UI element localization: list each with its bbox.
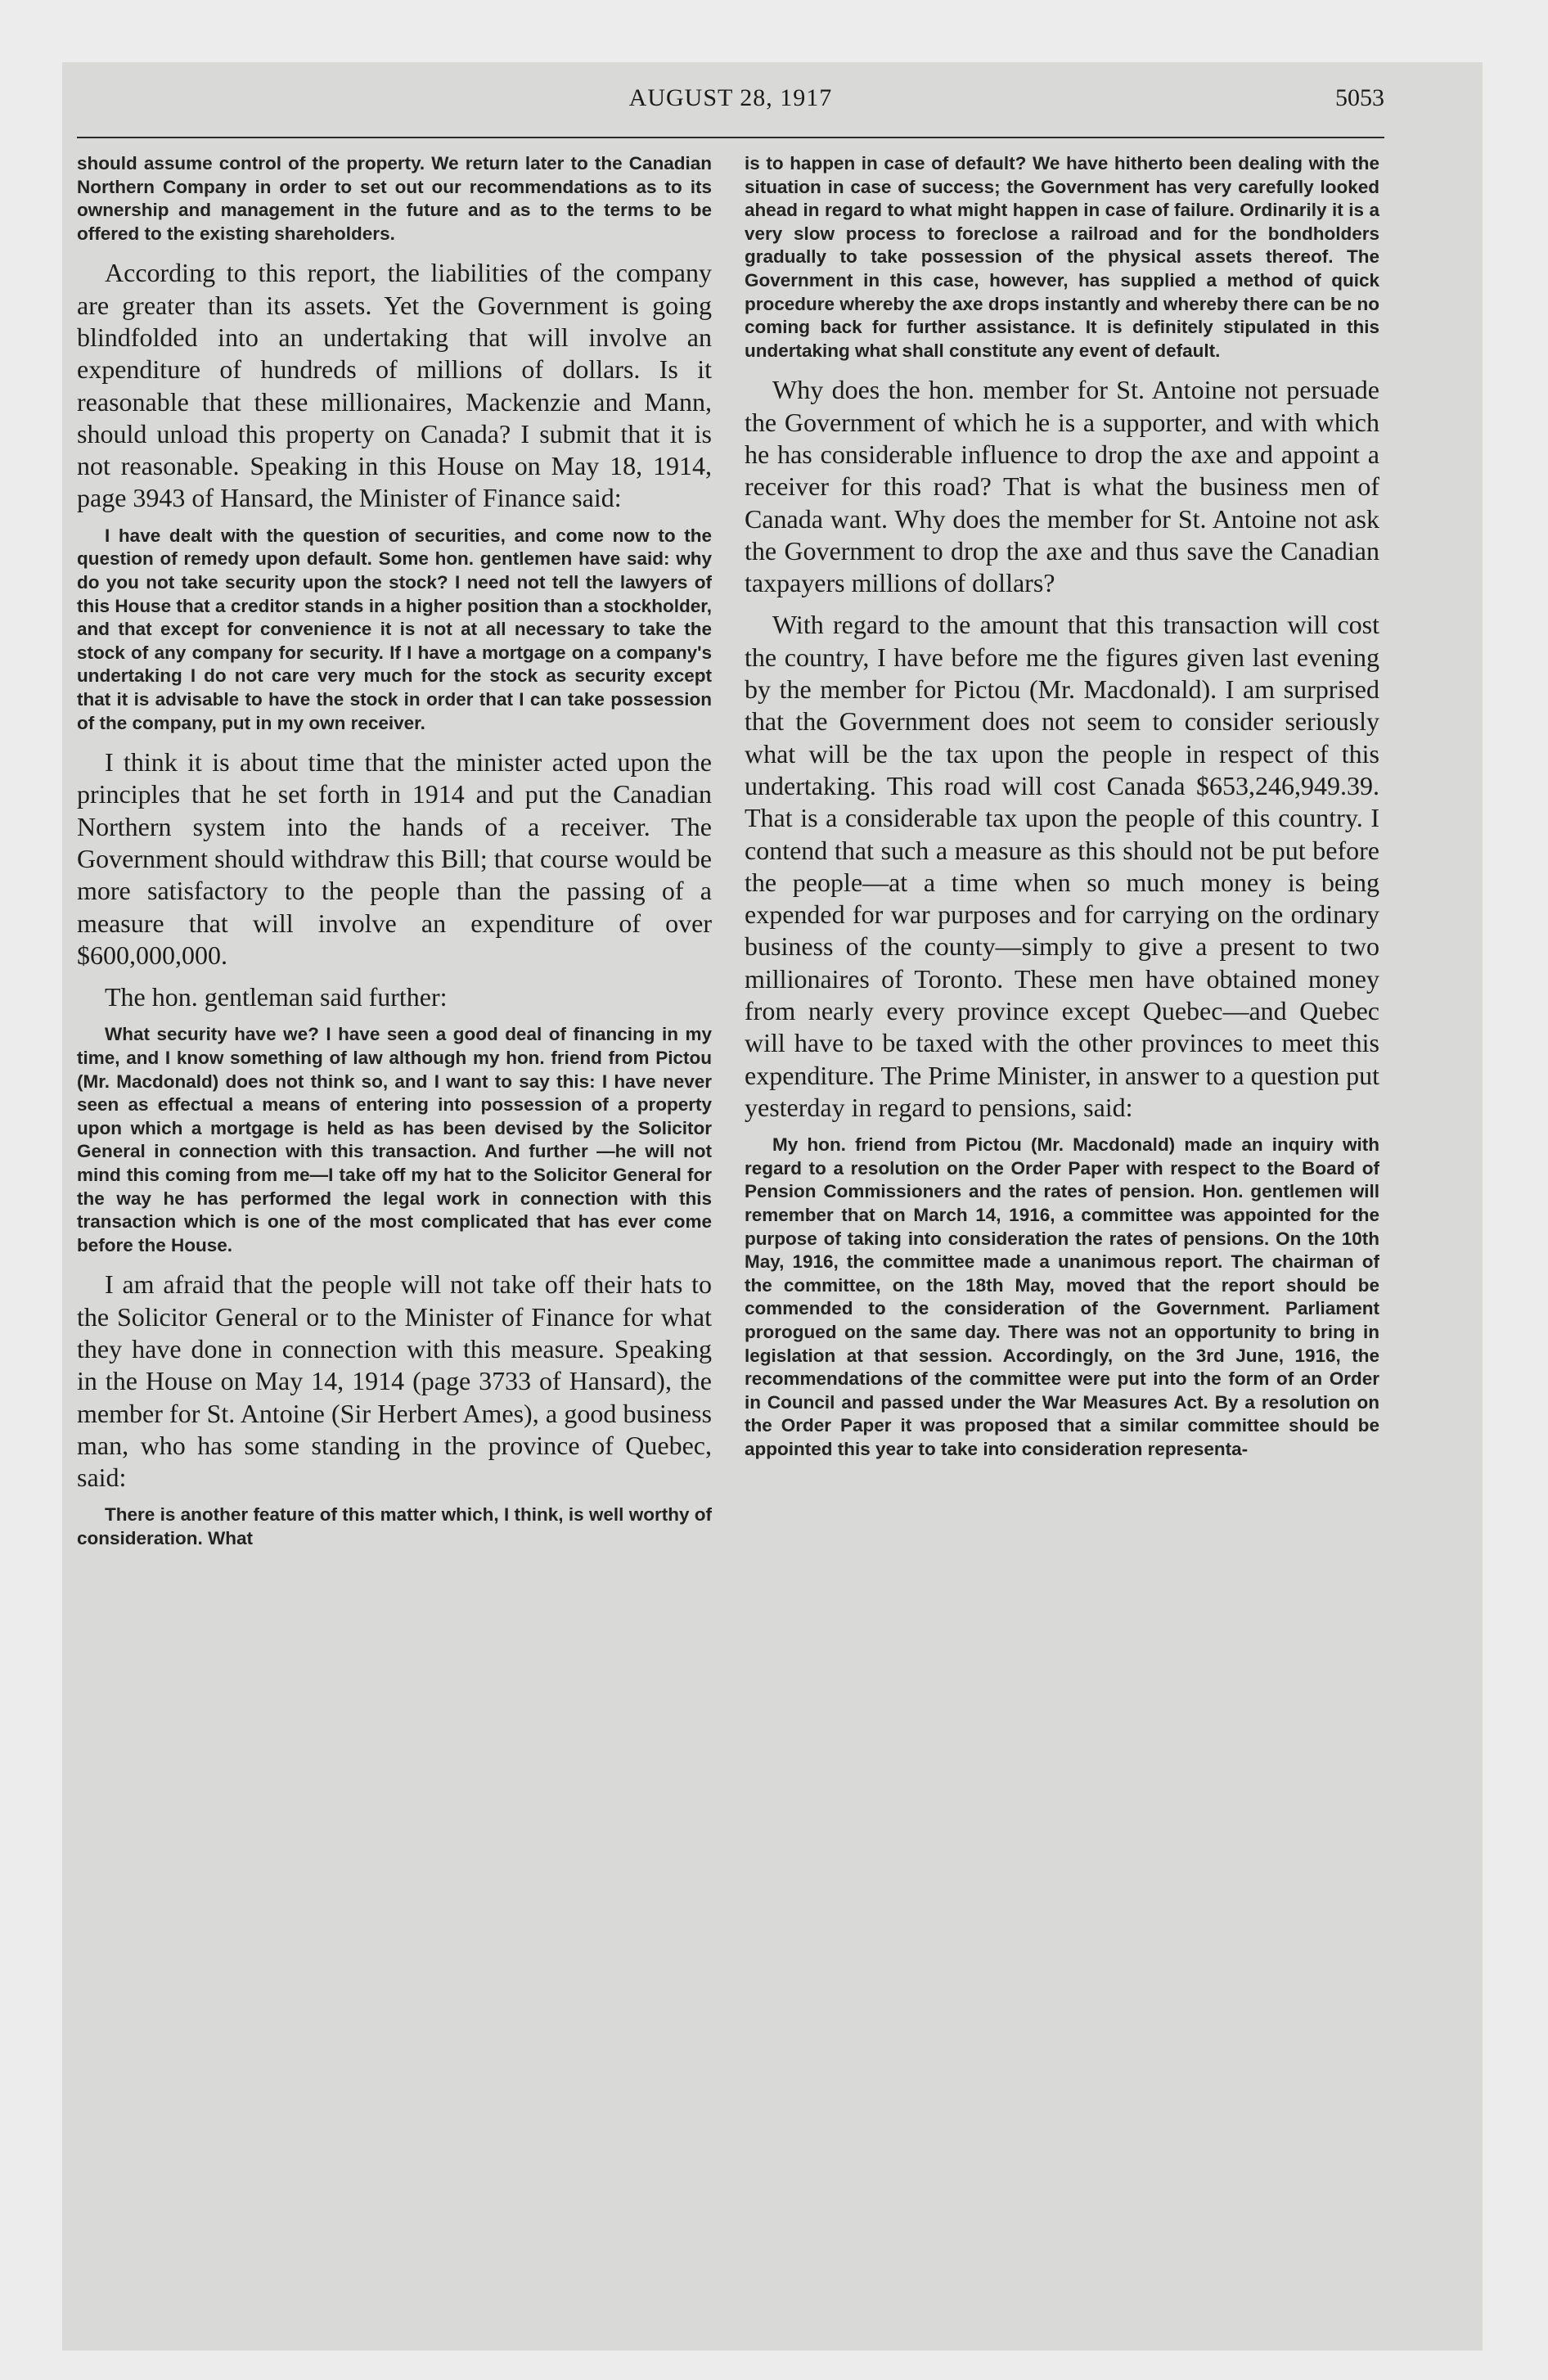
page-header <box>77 82 1384 118</box>
quote-paragraph: My hon. friend from Pictou (Mr. Macdonald) made an inquiry with regard to a resolution on the Order Paper with respect to the Board of Pension Commissioners and the rates of pension. Hon. gentlemen will remember that on March 14, 1916, a committee was appointed for the purpose of taking into consideration the rates of pensions. On the 10th May, 1916, the committee made a unanimous report. The chairman of the committee, on the 18th May, moved that the report should be commended to the consideration of the Government. Parliament prorogued on the same day. There was not an opportunity to bring in legislation at that session. Accordingly, on the 3rd June, 1916, the recommendations of the committee were put into the form of an Order in Council and passed under the War Measures Act. By a resolution on the Order Paper it was proposed that a similar committee should be appointed this year to take into consideration representa- <box>745 1134 1379 1459</box>
header-rule <box>77 137 1384 138</box>
quote-paragraph: should assume control of the property. We return later to the Canadian Northern Company in order to set out our recommendations as to its ownership and management in the future and as to the terms to be offered to the existing shareholders. <box>77 153 712 244</box>
speech-paragraph: I think it is about time that the minister acted upon the principles that he set forth in 1914 and put the Canadian Northern system into the hands of a receiver. The Government should withdraw this Bill; that course would be more satisfactory to the people than the passing of a measure that will involve an expenditure of over $600,000,000. <box>77 747 712 970</box>
quote-paragraph: is to happen in case of default? We have hitherto been dealing with the situation in case of success; the Government has very carefully looked ahead in regard to what might happen in case of failure. Ordinarily it is a very slow process to foreclose a railroad and for the bondholders gradually to take possession of the physical assets thereof. The Government in this case, however, has supplied a method of quick procedure whereby the axe drops instantly and whereby there can be no coming back for further assistance. It is definitely stipulated in this undertaking what shall constitute any event of default. <box>745 153 1379 361</box>
quote-paragraph: I have dealt with the question of securities, and come now to the question of remedy upon default. Some hon. gentlemen have said: why do you not take security upon the stock? I need not tell the lawyers of this House that a creditor stands in a higher position than a stockholder, and that except for convenience it is not at all necessary to take the stock of any company for security. If I have a mortgage on a company's undertaking I do not care very much for the stock as security except that it is advisable to have the stock in order that I can take possession of the company, put in my own receiver. <box>77 525 712 733</box>
speech-paragraph: With regard to the amount that this transaction will cost the country, I have before me the figures given last evening by the member for Pictou (Mr. Macdonald). I am surprised that the Government does not seem to consider seriously what will be the tax upon the people in respect of this undertaking. This road will cost Canada $653,246,949.39. That is a considerable tax upon the people of this country. I contend that such a measure as this should not be put before the people—at a time when so much money is being expended for war purposes and for carrying on the ordinary business of the county—simply to give a present to two millionaires of Toronto. These men have obtained money from nearly every province except Quebec—and Quebec will have to be taxed with the other provinces to meet this expenditure. The Prime Minister, in answer to a question put yesterday in regard to pensions, said: <box>745 610 1379 1122</box>
speech-paragraph: Why does the hon. member for St. Antoine not persuade the Government of which he is a supporter, and with which he has considerable influence to drop the axe and appoint a receiver for this road? That is what the business men of Canada want. Why does the member for St. Antoine not ask the Government to drop the axe and thus save the Canadian taxpayers millions of dollars? <box>745 375 1379 598</box>
speech-paragraph: I am afraid that the people will not take off their hats to the Solicitor General or to the Minister of Finance for what they have done in connection with this measure. Speaking in the House on May 14, 1914 (page 3733 of Hansard), the member for St. Antoine (Sir Herbert Ames), a good business man, who has some standing in the province of Quebec, said: <box>77 1269 712 1493</box>
page-number: 5053 <box>1335 84 1384 111</box>
right-column <box>745 152 1379 2321</box>
quote-paragraph: What security have we? I have seen a good deal of financing in my time, and I know something of law although my hon. friend from Pictou (Mr. Macdonald) does not think so, and I want to say this: I have never seen as effectual a means of entering into possession of a property upon which a mortgage is held as has been devised by the Solicitor General in connection with this transaction. And further —he will not mind this coming from me—I take off my hat to the Solicitor General for the way he has performed the legal work in connection with this transaction which is one of the most complicated that has ever come before the House. <box>77 1024 712 1255</box>
speech-paragraph: The hon. gentleman said further: <box>105 982 448 1012</box>
page-date-title: AUGUST 28, 1917 <box>628 84 833 111</box>
left-column <box>77 152 712 2321</box>
quote-paragraph: There is another feature of this matter which, I think, is well worthy of consideration. What <box>77 1504 712 1549</box>
speech-paragraph: According to this report, the liabilities of the company are greater than its assets. Yet the Government is going blindfolded into an undertaking that will involve an expenditure of hundreds of millions of dollars. Is it reasonable that these millionaires, Mackenzie and Mann, should unload this property on Canada? I submit that it is not reasonable. Speaking in this House on May 18, 1914, page 3943 of Hansard, the Minister of Finance said: <box>77 258 712 513</box>
